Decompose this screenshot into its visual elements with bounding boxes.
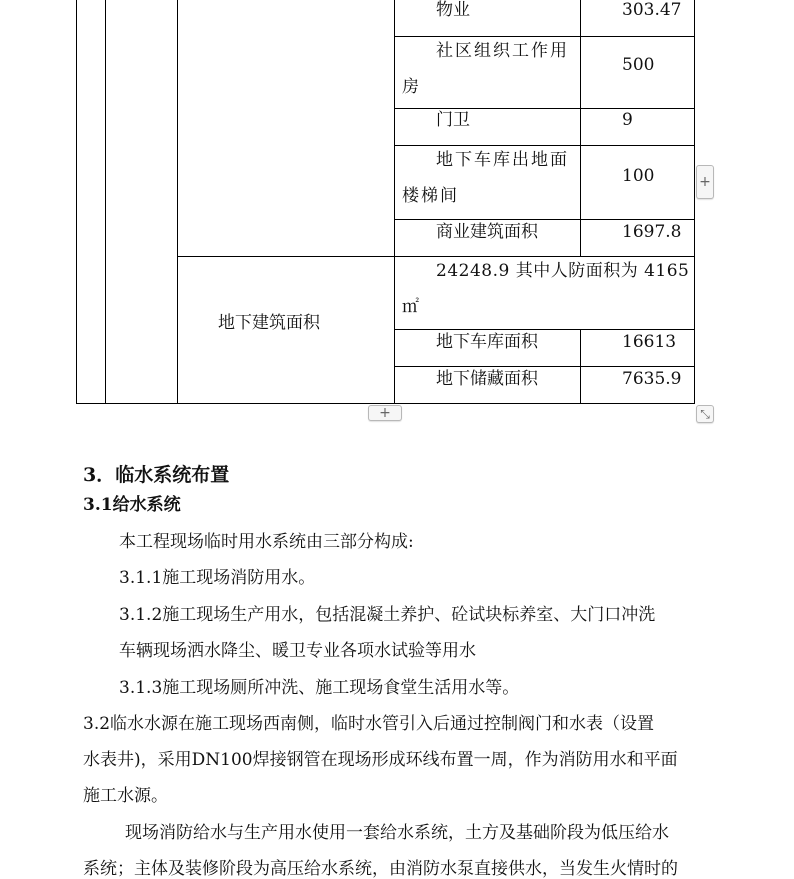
cell-value-guard: 9 [622,110,633,130]
list-item-3-1-2: 3.1.2施工现场生产用水，包括混凝土养护、砼试块标养室、大门口冲洗 [119,605,656,625]
cell-name-commercial: 商业建筑面积 [436,222,538,242]
paragraph-3-2-line-2: 水表井)，采用DN100焊接钢管在现场形成环线布置一周，作为消防用水和平面 [83,750,678,770]
cell-value-property: 303.47 [622,0,682,20]
table-col-line-3 [394,0,395,404]
table-col-line-2 [177,0,178,404]
add-row-button[interactable]: + [368,405,402,421]
list-item-3-1-1: 3.1.1施工现场消防用水。 [119,568,316,588]
paragraph-3-2-line-3: 施工水源。 [83,786,168,806]
cell-name-storage: 地下储藏面积 [436,369,538,389]
paragraph-intro: 本工程现场临时用水系统由三部分构成: [119,532,414,552]
section-3-heading: 3．临水系统布置 [83,464,230,486]
cell-value-storage: 7635.9 [622,369,682,389]
table-col-line-4a [580,0,581,256]
cell-name-guard: 门卫 [436,110,470,130]
cell-value-commercial: 1697.8 [622,222,682,242]
cell-value-garage: 16613 [622,332,677,352]
table-border-left [76,0,77,404]
table-col-line-1 [105,0,106,404]
cell-value-community: 500 [622,55,655,75]
table-resize-handle-icon[interactable]: ⤡ [696,405,714,423]
paragraph-3-2-line-1: 3.2临水水源在施工现场西南侧，临时水管引入后通过控制阀门和水表（设置 [83,714,655,734]
cell-underground-label: 地下建筑面积 [218,313,320,333]
section-3-1-heading: 3.1给水系统 [83,495,181,515]
list-item-3-1-3: 3.1.3施工现场厕所冲洗、施工现场食堂生活用水等。 [119,678,520,698]
table-border-right [694,0,695,404]
table-border-bottom [76,403,695,404]
cell-name-stairwell: 地下车库出地面楼梯间 [402,150,569,206]
cell-name-property: 物业 [436,0,470,20]
cell-underground-total: 24248.9 其中人防面积为 4165 ㎡ [402,261,690,317]
paragraph-fire-line-2: 系统；主体及装修阶段为高压给水系统，由消防水泵直接供水，当发生火情时的 [83,859,678,879]
add-column-button[interactable]: + [696,165,714,199]
cell-value-stairwell: 100 [622,166,655,186]
cell-name-garage: 地下车库面积 [436,332,538,352]
list-item-3-1-2-cont: 车辆现场洒水降尘、暖卫专业各项水试验等用水 [119,641,476,661]
cell-name-community: 社区组织工作用房 [402,41,569,97]
paragraph-fire-line-1: 现场消防给水与生产用水使用一套给水系统，土方及基础阶段为低压给水 [125,823,669,843]
